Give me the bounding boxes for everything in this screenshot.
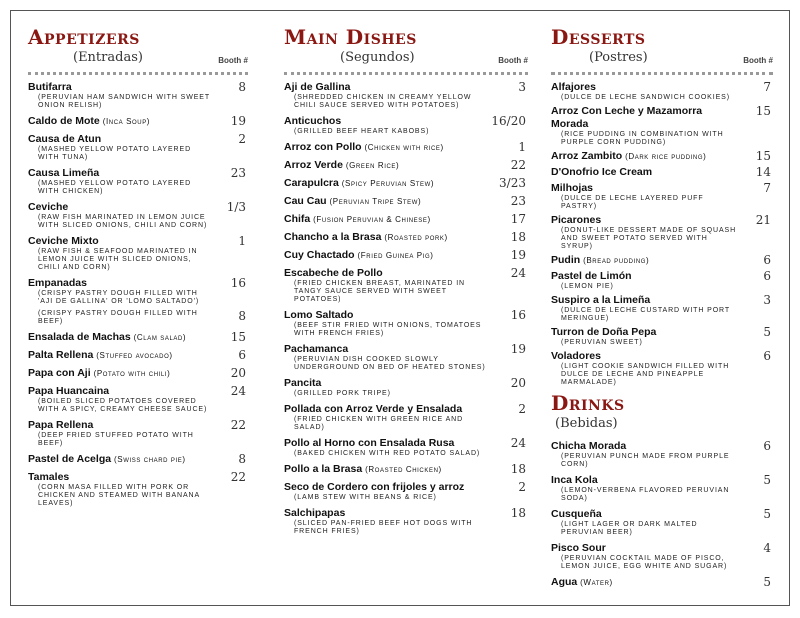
menu-item xyxy=(284,195,528,208)
item-name-line xyxy=(28,201,212,214)
menu-item xyxy=(284,377,528,398)
item-description: (CRISPY PASTRY DOUGH FILLED WITH BEEF) xyxy=(38,310,198,325)
menu-item xyxy=(284,463,528,476)
booth-number: 22 xyxy=(230,418,246,432)
booth-number: 1 xyxy=(238,234,246,248)
item-name: Pancita xyxy=(284,377,322,389)
menu-item xyxy=(551,350,773,387)
item-translation: (Potato with chili) xyxy=(93,369,171,378)
item-name: Pastel de Acelga xyxy=(28,453,112,465)
main-dishes-title: Main Dishes xyxy=(284,25,417,49)
drinks-title: Drinks xyxy=(551,391,625,415)
item-description: (GRILLED BEEF HEART KABOBS) xyxy=(294,128,430,135)
item-name: Ceviche xyxy=(28,201,69,213)
item-name-line xyxy=(284,267,492,280)
menu-item xyxy=(28,331,248,344)
item-name-line xyxy=(28,349,212,362)
main-dishes-list xyxy=(284,81,528,536)
menu-item xyxy=(284,81,528,110)
menu-item xyxy=(551,294,773,323)
item-name-line xyxy=(284,249,492,262)
item-name: Causa de Atun xyxy=(28,133,102,145)
item-description: (BOILED SLICED POTATOES COVERED WITH A SPICY, CREAMY CHEESE SAUCE) xyxy=(38,398,208,413)
item-description: (BEEF STIR FRIED WITH ONIONS, TOMATOES WITH FRENCH FRIES) xyxy=(294,322,482,337)
item-name-line xyxy=(28,367,212,380)
item-name: Cusqueña xyxy=(551,508,602,520)
item-translation: (Chicken with rice) xyxy=(364,143,444,152)
item-name-line xyxy=(551,166,737,179)
booth-number: 1/3 xyxy=(226,200,246,214)
booth-number: 23 xyxy=(510,194,526,208)
booth-number: 6 xyxy=(763,439,771,453)
item-name-line xyxy=(28,277,212,290)
drinks-list xyxy=(551,440,773,589)
item-name: Anticuchos xyxy=(284,115,342,127)
booth-number: 3 xyxy=(518,80,526,94)
item-name: Arroz Zambito xyxy=(551,150,623,162)
item-name: Pastel de Limón xyxy=(551,270,632,282)
menu-item xyxy=(551,150,773,163)
item-name-line xyxy=(28,331,212,344)
item-description: (CORN MASA FILLED WITH PORK OR CHICKEN AND STEAMED WITH BANANA LEAVES) xyxy=(38,484,200,507)
booth-number: 24 xyxy=(510,266,526,280)
item-name-line xyxy=(28,471,212,484)
desserts-list xyxy=(551,81,773,387)
item-name: Turron de Doña Pepa xyxy=(551,326,657,338)
menu-item xyxy=(284,159,528,172)
item-name: Butifarra xyxy=(28,81,72,93)
booth-number: 6 xyxy=(763,253,771,267)
appetizers-column xyxy=(28,24,248,513)
item-description: (DULCE DE LECHE CUSTARD WITH PORT MERINGUE) xyxy=(561,307,730,322)
menu-item xyxy=(551,182,773,211)
item-name-line xyxy=(551,214,737,227)
booth-number: 17 xyxy=(510,212,526,226)
menu-item xyxy=(284,267,528,304)
menu-item xyxy=(284,213,528,226)
item-name: Papa Rellena xyxy=(28,419,94,431)
item-name: Cuy Chactado xyxy=(284,249,355,261)
item-description: (PERUVIAN DISH COOKED SLOWLY UNDERGROUND ON BED OF HEATED STONES) xyxy=(294,356,486,371)
menu-item xyxy=(28,277,248,306)
item-name: Cau Cau xyxy=(284,195,327,207)
appetizers-list xyxy=(28,81,248,508)
menu-item xyxy=(284,343,528,372)
item-name: Chancho a la Brasa xyxy=(284,231,382,243)
menu-item xyxy=(284,437,528,458)
item-name: Seco de Cordero con frijoles y arroz xyxy=(284,481,465,493)
item-description: (LIGHT COOKIE SANDWICH FILLED WITH DULCE DE LECHE AND PINEAPPLE MARMALADE) xyxy=(561,363,730,386)
item-name-line xyxy=(284,377,492,390)
item-name-line xyxy=(28,235,212,248)
booth-number: 2 xyxy=(518,402,526,416)
item-name: Milhojas xyxy=(551,182,594,194)
booth-number: 14 xyxy=(755,165,771,179)
menu-item xyxy=(551,105,773,147)
item-name-line xyxy=(284,507,492,520)
menu-item xyxy=(28,81,248,110)
item-description: (LEMON-VERBENA FLAVORED PERUVIAN SODA) xyxy=(561,487,730,502)
item-name: Pisco Sour xyxy=(551,542,606,554)
item-name-line xyxy=(284,141,492,154)
item-name: Tamales xyxy=(28,471,70,483)
item-name-line xyxy=(551,326,737,339)
booth-number: 18 xyxy=(510,462,526,476)
desserts-subtitle: (Postres) xyxy=(589,50,648,65)
item-name-line xyxy=(284,343,492,356)
menu-item xyxy=(28,201,248,230)
booth-header: Booth # xyxy=(743,56,773,65)
item-name: Ensalada de Machas xyxy=(28,331,131,343)
item-name: Suspiro a la Limeña xyxy=(551,294,651,306)
item-name: Chicha Morada xyxy=(551,440,627,452)
item-name: D'Onofrio Ice Cream xyxy=(551,166,653,178)
item-name-line xyxy=(284,463,492,476)
item-translation: (Fusion Peruvian & Chinese) xyxy=(313,215,431,224)
item-description: (DULCE DE LECHE SANDWICH COOKIES) xyxy=(561,94,730,101)
booth-number: 20 xyxy=(510,376,526,390)
menu-item xyxy=(551,508,773,537)
item-translation: (Water) xyxy=(580,578,613,587)
item-name-line xyxy=(551,81,737,94)
item-description: (SLICED PAN-FRIED BEEF HOT DOGS WITH FRENCH FRIES) xyxy=(294,520,473,535)
item-name-line xyxy=(551,150,737,163)
booth-number: 22 xyxy=(230,470,246,484)
item-description: (BAKED CHICKEN WITH RED POTATO SALAD) xyxy=(294,450,481,457)
booth-number: 3/23 xyxy=(499,176,526,190)
menu-item xyxy=(28,385,248,414)
booth-number: 18 xyxy=(510,230,526,244)
menu-item xyxy=(284,403,528,432)
booth-number: 22 xyxy=(510,158,526,172)
booth-number: 18 xyxy=(510,506,526,520)
item-description: (LAMB STEW WITH BEANS & RICE) xyxy=(294,494,437,501)
item-name: Pollada con Arroz Verde y Ensalada xyxy=(284,403,463,415)
item-name: Agua xyxy=(551,576,578,588)
item-translation: (Dark rice pudding) xyxy=(625,152,707,161)
item-name-line xyxy=(551,294,737,307)
booth-number: 7 xyxy=(763,181,771,195)
item-name: Pudin xyxy=(551,254,581,266)
menu-item xyxy=(28,167,248,196)
menu-item xyxy=(551,576,773,589)
item-translation: (Clam salad) xyxy=(133,333,187,342)
item-name-line xyxy=(551,270,737,283)
item-translation: (Roasted pork) xyxy=(384,233,448,242)
item-description: (MASHED YELLOW POTATO LAYERED WITH CHICKEN) xyxy=(38,180,192,195)
menu-item xyxy=(28,115,248,128)
item-name-line xyxy=(551,254,737,267)
booth-number: 6 xyxy=(238,348,246,362)
item-name: Carapulcra xyxy=(284,177,339,189)
item-translation: (Inca Soup) xyxy=(102,117,151,126)
item-name: Pollo al Horno con Ensalada Rusa xyxy=(284,437,455,449)
booth-number: 21 xyxy=(755,213,771,227)
main-dishes-subheader xyxy=(284,50,528,68)
item-name: Papa Huancaina xyxy=(28,385,110,397)
booth-number: 5 xyxy=(763,325,771,339)
item-name: Escabeche de Pollo xyxy=(284,267,383,279)
booth-number: 2 xyxy=(238,132,246,146)
item-description: (SHREDDED CHICKEN IN CREAMY YELLOW CHILI SAUCE SERVED WITH POTATOES) xyxy=(294,94,472,109)
item-name: Papa con Aji xyxy=(28,367,91,379)
item-translation: (Spicy Peruvian Stew) xyxy=(341,179,435,188)
booth-number: 15 xyxy=(230,330,246,344)
menu-item xyxy=(28,471,248,508)
drinks-subtitle: (Bebidas) xyxy=(555,416,618,431)
item-name: Empanadas xyxy=(28,277,87,289)
item-description: (RICE PUDDING IN COMBINATION WITH PURPLE CORN PUDDING) xyxy=(561,131,724,146)
item-description: (DULCE DE LECHE LAYERED PUFF PASTRY) xyxy=(561,195,704,210)
appetizers-subheader xyxy=(28,50,248,68)
item-name-line xyxy=(284,403,492,416)
appetizers-subtitle: (Entradas) xyxy=(73,50,143,65)
booth-number: 23 xyxy=(230,166,246,180)
menu-item xyxy=(284,177,528,190)
item-name: Aji de Gallina xyxy=(284,81,351,93)
booth-number: 24 xyxy=(510,436,526,450)
menu-item xyxy=(284,141,528,154)
item-description: (LIGHT LAGER OR DARK MALTED PERUVIAN BEER) xyxy=(561,521,698,536)
menu-item xyxy=(551,326,773,347)
menu-item xyxy=(551,440,773,469)
item-description: (MASHED YELLOW POTATO LAYERED WITH TUNA) xyxy=(38,146,192,161)
item-name-line xyxy=(551,350,737,363)
item-translation: (Peruvian Tripe Stew) xyxy=(329,197,422,206)
booth-header: Booth # xyxy=(218,56,248,65)
item-name-line xyxy=(28,419,212,432)
menu-item xyxy=(551,166,773,179)
booth-number: 2 xyxy=(518,480,526,494)
item-translation: (Swiss chard pie) xyxy=(114,455,186,464)
booth-number: 5 xyxy=(763,575,771,589)
item-name: Chifa xyxy=(284,213,311,225)
item-name-line xyxy=(551,474,737,487)
booth-number: 5 xyxy=(763,507,771,521)
item-name-line xyxy=(28,81,212,94)
main-dishes-column xyxy=(284,24,528,541)
menu-item xyxy=(284,249,528,262)
booth-number: 8 xyxy=(238,452,246,466)
item-description: (DEEP FRIED STUFFED POTATO WITH BEEF) xyxy=(38,432,194,447)
item-name: Lomo Saltado xyxy=(284,309,354,321)
item-description: (PERUVIAN HAM SANDWICH WITH SWEET ONION RELISH) xyxy=(38,94,210,109)
item-name: Pachamanca xyxy=(284,343,349,355)
item-description: (PERUVIAN SWEET) xyxy=(561,339,643,346)
item-name: Caldo de Mote xyxy=(28,115,100,127)
menu-item xyxy=(28,419,248,448)
item-name: Alfajores xyxy=(551,81,596,93)
booth-number: 16 xyxy=(510,308,526,322)
booth-number: 8 xyxy=(238,80,246,94)
item-name: Ceviche Mixto xyxy=(28,235,99,247)
item-name-line xyxy=(551,542,737,555)
booth-number: 24 xyxy=(230,384,246,398)
item-description: (RAW FISH & SEAFOOD MARINATED IN LEMON JUICE WITH SLICED ONIONS, CHILI AND CORN) xyxy=(38,248,198,271)
item-name: Palta Rellena xyxy=(28,349,94,361)
menu-item xyxy=(28,367,248,380)
item-name: Inca Kola xyxy=(551,474,598,486)
item-name-line xyxy=(284,81,492,94)
item-name: Salchipapas xyxy=(284,507,346,519)
item-description: (FRIED CHICKEN WITH GREEN RICE AND SALAD) xyxy=(294,416,464,431)
booth-number: 1 xyxy=(518,140,526,154)
item-description: (PERUVIAN PUNCH MADE FROM PURPLE CORN) xyxy=(561,453,730,468)
booth-number: 4 xyxy=(763,541,771,555)
menu-item xyxy=(551,81,773,102)
item-name-line xyxy=(28,133,212,146)
item-name-line xyxy=(28,385,212,398)
dotted-divider xyxy=(284,72,528,75)
item-name: Pollo a la Brasa xyxy=(284,463,363,475)
item-translation: (Bread pudding) xyxy=(583,256,650,265)
menu-item xyxy=(551,270,773,291)
menu-item xyxy=(28,453,248,466)
desserts-title: Desserts xyxy=(551,25,646,49)
item-translation: (Roasted Chicken) xyxy=(365,465,442,474)
main-dishes-subtitle: (Segundos) xyxy=(340,50,415,65)
item-name-line xyxy=(551,182,737,195)
item-name-line xyxy=(284,481,492,494)
menu-item xyxy=(551,254,773,267)
item-name-line xyxy=(284,195,492,208)
item-name: Arroz Verde xyxy=(284,159,343,171)
booth-number: 16/20 xyxy=(491,114,526,128)
menu-item xyxy=(284,481,528,502)
item-name: Picarones xyxy=(551,214,602,226)
booth-number: 6 xyxy=(763,349,771,363)
booth-number: 19 xyxy=(510,248,526,262)
item-name: Arroz Con Leche y Mazamorra Morada xyxy=(551,105,703,130)
item-name: Causa Limeña xyxy=(28,167,100,179)
item-name-line xyxy=(284,213,492,226)
menu-item xyxy=(284,115,528,136)
booth-number: 15 xyxy=(755,149,771,163)
booth-number: 5 xyxy=(763,473,771,487)
item-name-line xyxy=(284,115,492,128)
item-name-line xyxy=(284,177,492,190)
item-description: (GRILLED PORK TRIPE) xyxy=(294,390,391,397)
item-name-line xyxy=(284,231,492,244)
item-translation: (Fried Guinea Pig) xyxy=(357,251,434,260)
item-name-line xyxy=(284,437,492,450)
item-description: (DONUT-LIKE DESSERT MADE OF SQUASH AND SWEET POTATO SERVED WITH SYRUP) xyxy=(561,227,737,250)
menu-item xyxy=(28,349,248,362)
menu-item xyxy=(284,507,528,536)
item-name: Voladores xyxy=(551,350,601,362)
menu-item xyxy=(551,474,773,503)
dotted-divider xyxy=(28,72,248,75)
booth-number: 16 xyxy=(230,276,246,290)
item-name-line xyxy=(551,576,737,589)
menu-item xyxy=(28,235,248,272)
item-name-line xyxy=(28,453,212,466)
item-translation: (Green Rice) xyxy=(345,161,400,170)
item-name: Arroz con Pollo xyxy=(284,141,362,153)
desserts-column xyxy=(551,24,773,594)
item-name-line xyxy=(551,508,737,521)
item-description: (LEMON PIE) xyxy=(561,283,614,290)
item-description: (CRISPY PASTRY DOUGH FILLED WITH 'AJI DE GALLINA' OR 'LOMO SALTADO') xyxy=(38,290,200,305)
booth-number: 19 xyxy=(230,114,246,128)
appetizers-title: Appetizers xyxy=(28,25,140,49)
booth-number: 6 xyxy=(763,269,771,283)
item-description: (FRIED CHICKEN BREAST, MARINATED IN TANGY SAUCE SERVED WITH SWEET POTATOES) xyxy=(294,280,465,303)
menu-item xyxy=(284,309,528,338)
drinks-subheader xyxy=(551,416,773,434)
dotted-divider xyxy=(551,72,773,75)
item-name-line xyxy=(28,115,212,128)
booth-number: 7 xyxy=(763,80,771,94)
menu-item xyxy=(284,231,528,244)
booth-number: 19 xyxy=(510,342,526,356)
booth-number: 3 xyxy=(763,293,771,307)
booth-number: 15 xyxy=(755,104,771,118)
booth-number: 8 xyxy=(238,309,246,323)
menu-item xyxy=(28,133,248,162)
menu-item xyxy=(551,214,773,251)
item-name-line xyxy=(284,159,492,172)
item-name-line xyxy=(551,105,737,131)
booth-header: Booth # xyxy=(498,56,528,65)
item-name-line xyxy=(284,309,492,322)
item-description: (RAW FISH MARINATED IN LEMON JUICE WITH SLICED ONIONS, CHILI AND CORN) xyxy=(38,214,208,229)
desserts-subheader xyxy=(551,50,773,68)
item-name-line xyxy=(551,440,737,453)
menu-item xyxy=(551,542,773,571)
item-name-line xyxy=(28,167,212,180)
item-translation: (Stuffed avocado) xyxy=(96,351,173,360)
booth-number: 20 xyxy=(230,366,246,380)
menu-subitem xyxy=(28,310,248,326)
item-description: (PERUVIAN COCKTAIL MADE OF PISCO, LEMON JUICE, EGG WHITE AND SUGAR) xyxy=(561,555,728,570)
